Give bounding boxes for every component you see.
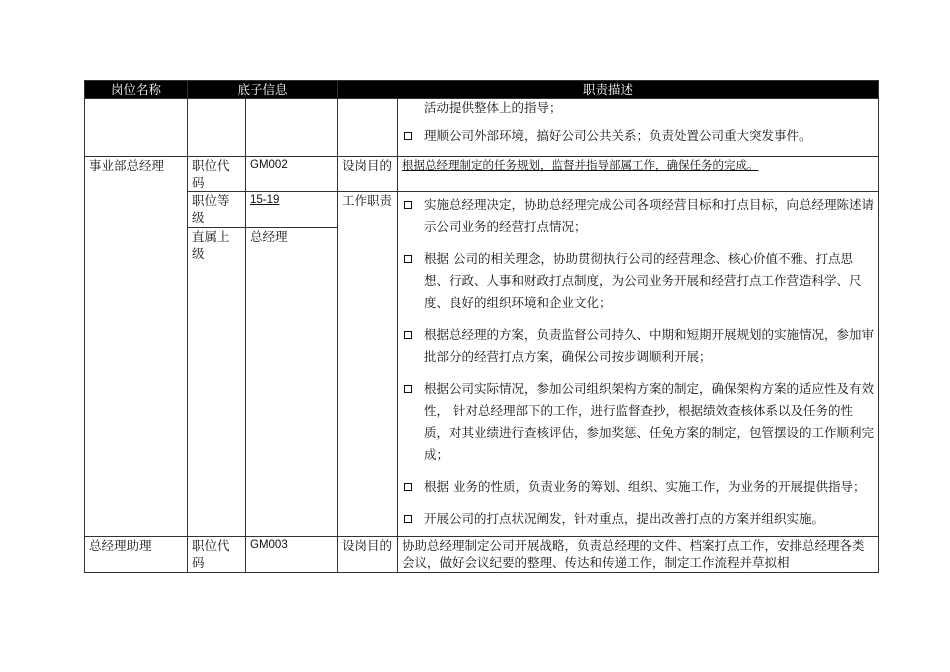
position-title: 事业部总经理 <box>85 157 188 537</box>
purpose-text: 根据总经理制定的任务规划，监督并指导部属工作，确保任务的完成。 <box>398 157 879 192</box>
duty-item: 根据总经理的方案，负责监督公司持久、中期和短期开展规划的实施情况，参加审批部分的经营打点方案，确保公司按步调顺利开展； <box>402 324 874 368</box>
code-value: GM002 <box>246 157 338 192</box>
header-base-info: 底子信息 <box>188 81 338 99</box>
continued-empty-cell <box>188 99 246 157</box>
duty-item: 根据公司实际情况，参加公司组织架构方案的制定，确保架构方案的适应性及有效性， 针对总经理部下的工作，进行监督查抄，根据绩效查核体系以及任务的性质，对其业绩进行查核评估，参加奖惩、任免方案的制定，包管摆设的工作顺利完成； <box>402 378 874 466</box>
continued-empty-cell <box>246 99 338 157</box>
continued-line: 活动提供整体上的指导； <box>424 100 562 115</box>
continued-row <box>85 99 879 157</box>
table-header-row <box>85 81 879 99</box>
duty-item: 实施总经理决定，协助总经理完成公司各项经营目标和打点目标，向总经理陈述请示公司业务的经营打点情况； <box>402 194 874 238</box>
code-label: 职位代码 <box>188 537 246 573</box>
duty-item: 根据 公司的相关理念，协助贯彻执行公司的经营理念、核心价值不雅、打点思想、行政、人事和财政打点制度，为公司业务开展和经营打点工作营造科学、尺度、良好的组织环境和企业文化； <box>402 248 874 314</box>
table-row <box>85 157 879 192</box>
table-row <box>85 537 879 573</box>
continued-duties-cell <box>398 99 879 157</box>
duty-item: 理顺公司外部环境，搞好公司公共关系；负责处置公司重大突发事件。 <box>402 125 874 147</box>
header-duties: 职责描述 <box>338 81 879 99</box>
duty-item: 根据 业务的性质，负责业务的筹划、组织、实施工作，为业务的开展提供指导； <box>402 476 874 498</box>
purpose-text: 协助总经理制定公司开展战略，负责总经理的文件、档案打点工作，安排总经理各类会议，做好会议纪要的整理、传达和传递工作，制定工作流程并草拟相 <box>398 537 879 573</box>
duty-item: 开展公司的打点状况阐发，针对重点，提出改善打点的方案并组织实施。 <box>402 508 874 530</box>
continued-empty-cell <box>338 99 398 157</box>
table-row <box>85 192 879 228</box>
checkbox-bullet-icon <box>404 385 412 393</box>
continued-empty-cell <box>85 99 188 157</box>
header-position-name: 岗位名称 <box>85 81 188 99</box>
checkbox-bullet-icon <box>404 132 412 140</box>
superior-label: 直属上级 <box>188 228 246 537</box>
checkbox-bullet-icon <box>404 201 412 209</box>
checkbox-bullet-icon <box>404 483 412 491</box>
code-value: GM003 <box>246 537 338 573</box>
duty-label-cont <box>338 228 398 537</box>
code-label: 职位代码 <box>188 157 246 192</box>
superior-value: 总经理 <box>246 228 338 537</box>
position-title: 总经理助理 <box>85 537 188 573</box>
checkbox-bullet-icon <box>404 255 412 263</box>
job-description-table <box>84 80 879 573</box>
duties-cell <box>398 192 879 537</box>
checkbox-bullet-icon <box>404 331 412 339</box>
purpose-label: 设岗目的 <box>338 157 398 192</box>
purpose-label: 设岗目的 <box>338 537 398 573</box>
checkbox-bullet-icon <box>404 515 412 523</box>
duty-label: 工作职责 <box>338 192 398 228</box>
grade-label: 职位等级 <box>188 192 246 228</box>
grade-value: 15-19 <box>246 192 338 228</box>
